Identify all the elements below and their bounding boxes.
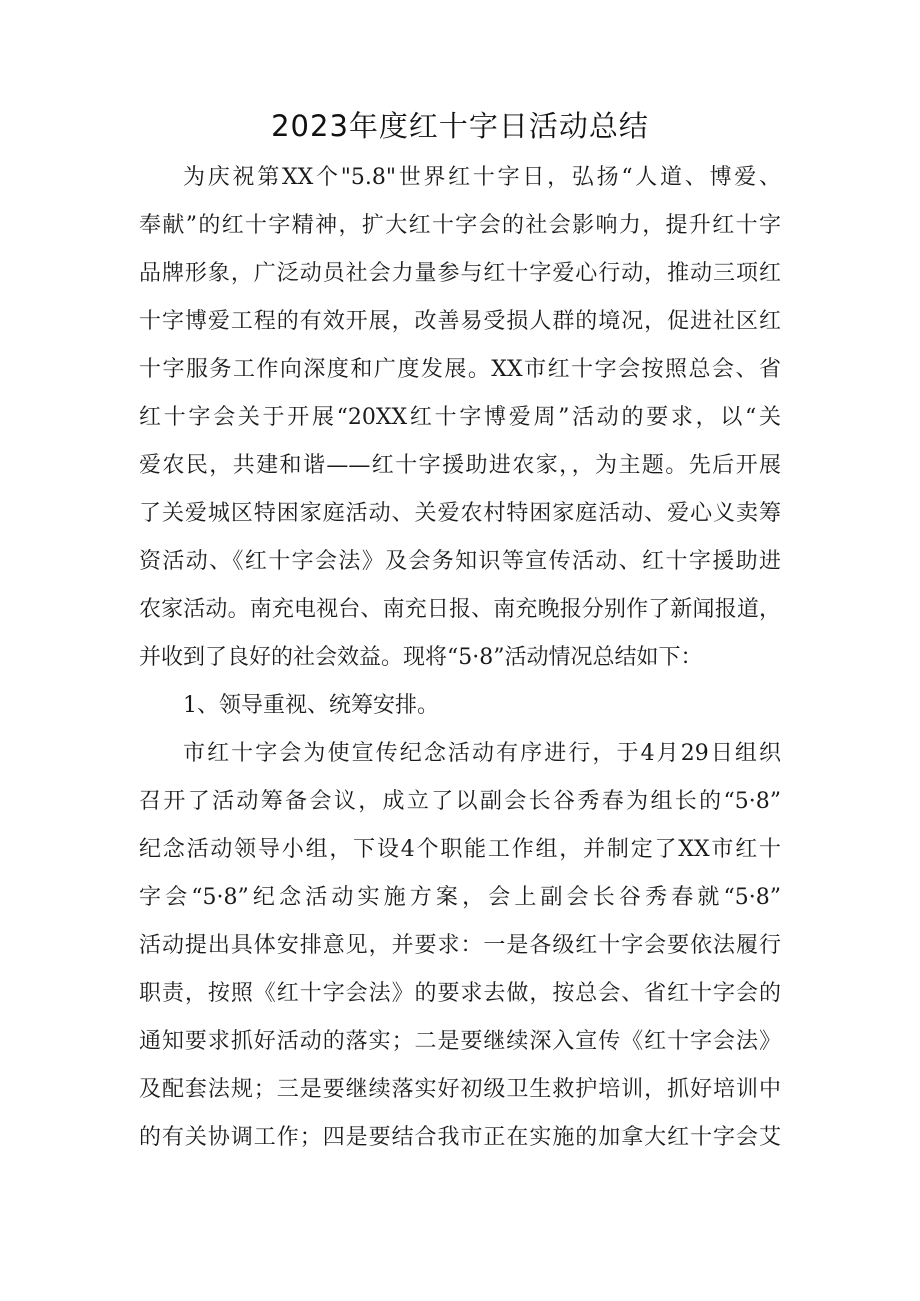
paragraph-line: 的有关协调工作；四是要结合我市正在实施的加拿大红十字会艾	[139, 1125, 781, 1150]
paragraph-line: 资活动、《红十字会法》及会务知识等宣传活动、红十字援助进	[139, 549, 781, 574]
paragraph-line: 及配套法规；三是要继续落实好初级卫生救护培训，抓好培训中	[139, 1077, 781, 1102]
paragraph-line: 字会“5·8”纪念活动实施方案，会上副会长谷秀春就“5·8”	[139, 885, 781, 910]
paragraph-line: 活动提出具体安排意见，并要求：一是各级红十字会要依法履行	[139, 933, 781, 958]
section-heading: 1、领导重视、统筹安排。	[183, 693, 439, 718]
document-body	[139, 154, 781, 1162]
paragraph-line: 并收到了良好的社会效益。现将“5·8”活动情况总结如下：	[139, 645, 703, 670]
paragraph-line: 召开了活动筹备会议，成立了以副会长谷秀春为组长的“5·8”	[139, 789, 781, 814]
paragraph-line: 品牌形象，广泛动员社会力量参与红十字爱心行动，推动三项红	[139, 261, 781, 286]
paragraph-line: 红十字会关于开展“20XX红十字博爱周”活动的要求，以“关	[139, 405, 781, 430]
paragraph-line: 为庆祝第XX个"5.8"世界红十字日，弘扬“人道、博爱、	[183, 165, 781, 190]
paragraph-line: 了关爱城区特困家庭活动、关爱农村特困家庭活动、爱心义卖筹	[139, 501, 781, 526]
paragraph-line: 市红十字会为使宣传纪念活动有序进行，于4月29日组织	[183, 741, 781, 766]
paragraph-line: 十字服务工作向深度和广度发展。XX市红十字会按照总会、省	[139, 357, 781, 382]
paragraph-line: 奉献”的红十字精神，扩大红十字会的社会影响力，提升红十字	[139, 213, 781, 238]
paragraph-line: 爱农民，共建和谐——红十字援助进农家，，为主题。先后开展	[139, 453, 781, 478]
paragraph-line: 纪念活动领导小组，下设4个职能工作组，并制定了XX市红十	[139, 837, 781, 862]
paragraph-line: 通知要求抓好活动的落实；二是要继续深入宣传《红十字会法》	[139, 1029, 781, 1054]
paragraph-line: 职责，按照《红十字会法》的要求去做，按总会、省红十字会的	[139, 981, 781, 1006]
paragraph-line: 农家活动。南充电视台、南充日报、南充晚报分别作了新闻报道，	[139, 597, 781, 622]
paragraph-line: 十字博爱工程的有效开展，改善易受损人群的境况，促进社区红	[139, 309, 781, 334]
document-title: 2023年度红十字日活动总结	[271, 109, 649, 143]
